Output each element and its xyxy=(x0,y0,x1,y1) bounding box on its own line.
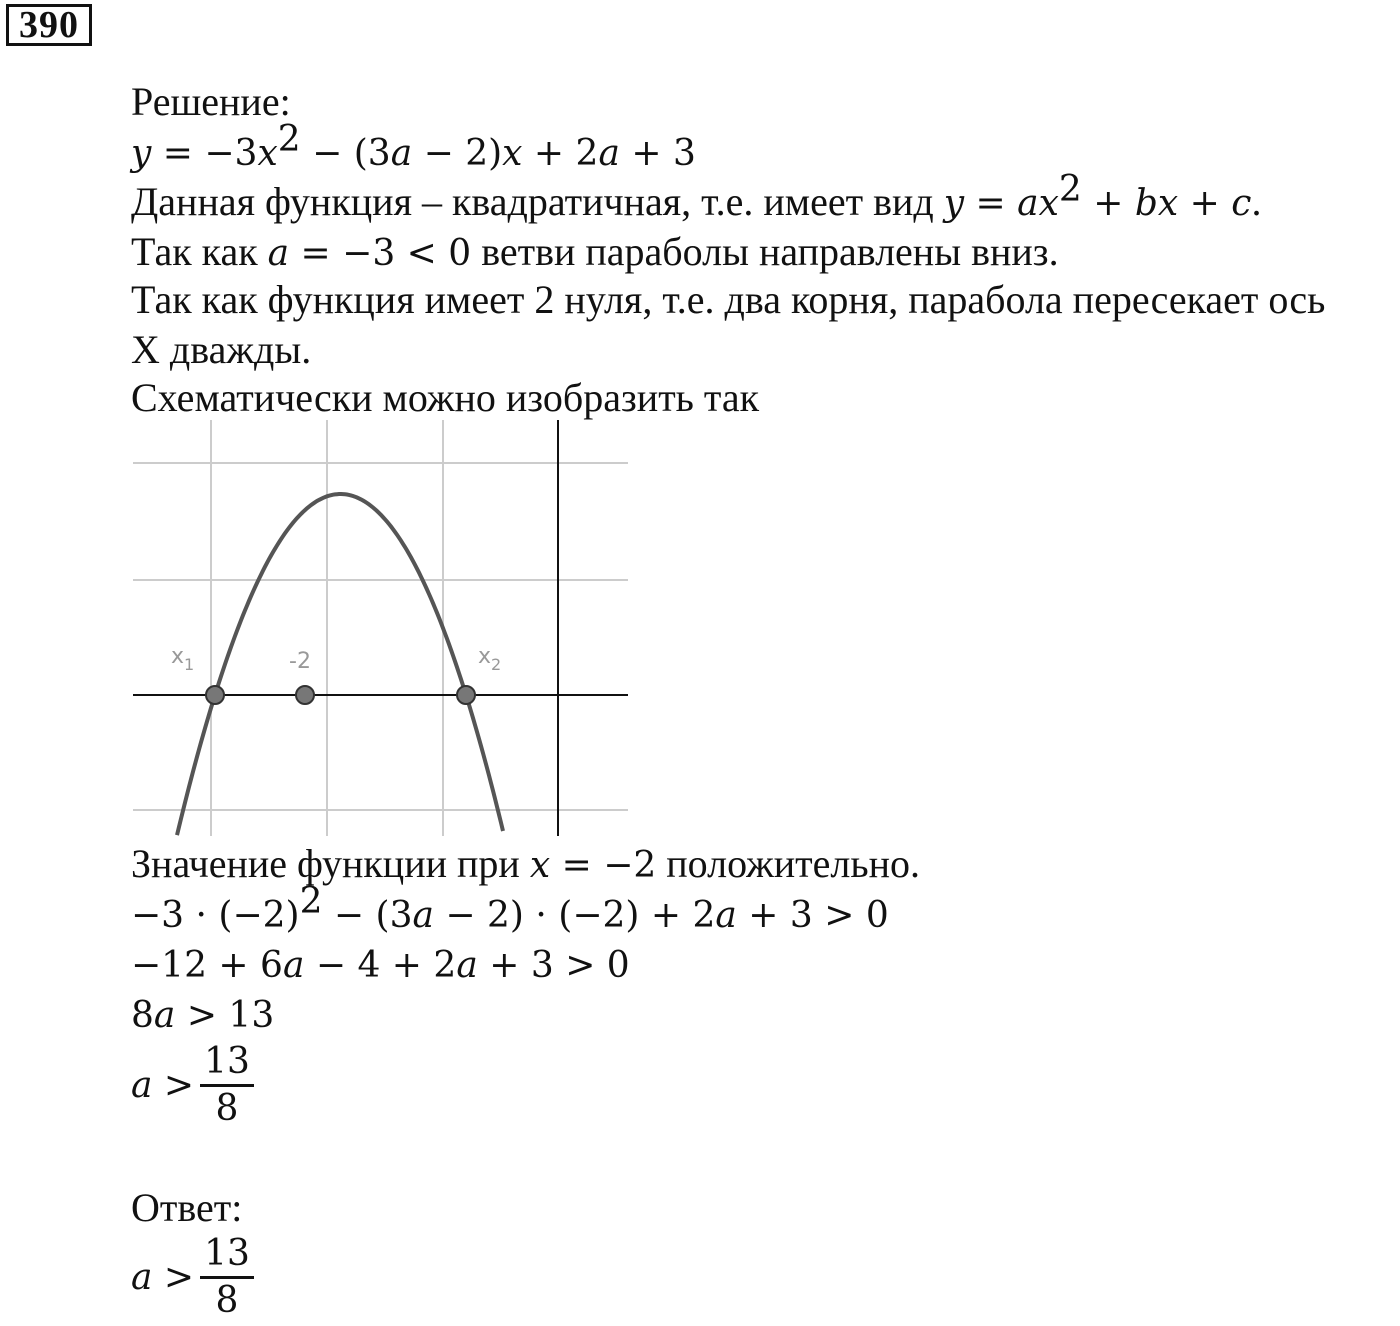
point-x2 xyxy=(457,686,475,704)
answer-fraction: $\frac{13}{8}$ xyxy=(200,1232,254,1323)
axes xyxy=(133,420,628,836)
grid-lines xyxy=(133,420,628,836)
parabola-curve xyxy=(177,494,503,835)
value-at-minus2: Значение функции при x = −2 положительно. xyxy=(131,841,920,886)
branches-statement: Так как a = −3 < 0 ветви параболы направлены вниз. xyxy=(131,229,1059,274)
calc-step-3: 8a > 13 xyxy=(131,995,275,1036)
zeros-statement: Так как функция имеет 2 нуля, т.е. два корня, парабола пересекает ось xyxy=(131,277,1326,322)
function-equation: $y = -3x^2 - (3a - 2)x + 2a + 3$ xyxy=(131,119,696,174)
problem-number: 390 xyxy=(6,4,92,46)
calc-step-4: a > $\frac{13}{8}$ xyxy=(131,1040,254,1131)
schematic-caption: Схематически можно изобразить так xyxy=(131,375,760,420)
quadratic-statement: Данная функция – квадратичная, т.е. имеет вид $y = ax^2$ + bx + c. xyxy=(131,169,1262,224)
label-minus2: -2 xyxy=(289,649,311,674)
calc-step-1: $-3 \cdot (-2)^2 - (3a - 2) \cdot (-2) + 2a + 3 > 0$ xyxy=(131,881,889,936)
fraction: $\frac{13}{8}$ xyxy=(200,1040,254,1131)
zeros-statement-cont: X дважды. xyxy=(131,327,312,372)
point-x1 xyxy=(206,686,224,704)
label-x1: $x_1$ xyxy=(171,644,195,674)
answer-label: Ответ: xyxy=(131,1185,243,1230)
point-minus2 xyxy=(296,686,314,704)
label-x2: $x_2$ xyxy=(478,644,502,674)
parabola-sketch xyxy=(133,420,633,840)
answer-value: a > $\frac{13}{8}$ xyxy=(131,1232,254,1323)
calc-step-2: −12 + 6a − 4 + 2a + 3 > 0 xyxy=(131,945,630,986)
solution-heading: Решение: xyxy=(131,79,291,124)
